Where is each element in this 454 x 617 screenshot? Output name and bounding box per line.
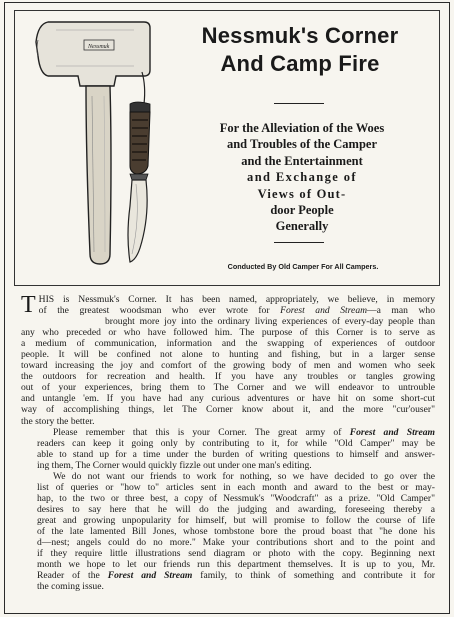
title-line-2: And Camp Fire — [220, 51, 380, 76]
hatchet-head — [36, 22, 150, 86]
text-line: a medium of communication, information and the swapping of experiences of outdoor — [21, 338, 435, 350]
subtitle-line: and Exchange of — [247, 170, 357, 185]
text-line — [21, 305, 435, 316]
paragraph-1 — [21, 294, 435, 427]
subtitle-line: Generally — [275, 219, 329, 234]
text-line: way of accomplishing things, let The Corner know about it, and the more "cur'ouser" — [21, 404, 435, 416]
divider-rule-top — [274, 103, 324, 104]
drop-cap: T — [21, 292, 36, 318]
text-line: the outdoors for recreation and health. If you have any troubles or tangles growing — [21, 371, 435, 383]
text-line: desires to say here that he will do the judging and awarding, foreseeing thereby a — [37, 503, 435, 515]
text-line: HIS is Nessmuk's Corner. It has been named, appropriately, we believe, in memory — [38, 294, 435, 305]
page-title — [170, 22, 430, 78]
text-span: Reader of the — [37, 570, 108, 582]
paragraph-3 — [21, 471, 435, 593]
publication-name: Forest and Stream — [280, 305, 368, 317]
text-line — [21, 427, 435, 438]
text-line: the story the better. — [21, 415, 95, 427]
title-line-1: Nessmuk's Corner — [201, 23, 399, 48]
subtitle-line: and Troubles of the Camper — [226, 137, 377, 152]
article-body — [21, 294, 435, 592]
text-line: and untangle 'em. If you have had any curious adventures or have hit on some short-cut — [21, 393, 435, 405]
text-line: ing them, The Corner would quickly fizzle out under one man's editing. — [37, 459, 312, 471]
text-line: any who preceded or who have followed him. The purpose of this Corner is to serve as — [21, 327, 435, 339]
publication-name: Forest and Stream — [107, 570, 193, 582]
hatchet-and-knife-illustration — [26, 16, 166, 274]
divider-rule-bottom — [274, 242, 324, 243]
hatchet-handle — [86, 86, 111, 264]
text-line: of the late lamented Bill Jones, whose tombstone bore the proud boast that "he done his — [37, 525, 435, 537]
text-line: out of your experiences, bring them to The Corner and we will endeavor to untrouble — [21, 382, 435, 394]
text-line: able to stand up for a time under the burden of writing questions to himself and answer- — [37, 448, 435, 460]
text-line: people. It will be confined not alone to hunting and fishing, but in a larger sense — [21, 349, 435, 361]
text-line: hap, to the two or three best, a copy of Nessmuk's "Woodcraft" as a prize. "Old Camper" — [37, 492, 435, 504]
paragraph-2 — [21, 427, 435, 471]
text-line: toward increasing the joy and comfort of the growing body of men and women who seek — [21, 360, 435, 372]
text-line: month we hope to let our friends run this department themselves. It is up to you, Mr. — [37, 559, 435, 571]
text-span: Please remember that this is your Corner. The great army of — [53, 426, 350, 438]
text-line: list of queries or "how to" articles sent in each month and award to the best or may- — [37, 481, 435, 493]
subtitle-line: Views of Out- — [257, 186, 347, 201]
subtitle-line: For the Alleviation of the Woes — [219, 121, 385, 135]
text-line: We do not want our friends to work for nothing, so we have decided to go over the — [53, 470, 435, 482]
text-span: of the greatest woodsman who ever wrote for — [38, 305, 281, 317]
text-line: if they require little illustrations send diagram or photo with the copy. Beginning next — [37, 548, 435, 560]
subtitle-line: and the Entertainment — [241, 153, 363, 168]
hatchet-engraving: Nessmuk — [88, 44, 110, 50]
publication-name: Forest and Stream — [349, 426, 435, 438]
conducted-by-credit: Conducted By Old Camper For All Campers. — [227, 262, 379, 271]
sheath-knife — [128, 72, 150, 262]
text-line: brought more joy into the ordinary living experiences of every-day people than — [105, 316, 435, 328]
text-line: d—nest; angels could do no more." Make your contributions short and to the point and — [37, 537, 435, 549]
text-line: great and growing unpopularity for himself, but will promise to follow the course of life — [37, 514, 435, 526]
subtitle-line: door People — [270, 203, 334, 218]
text-line — [21, 570, 435, 581]
subtitle — [170, 120, 434, 235]
text-line: readers can keep it going only by contributing to it, for while "Old Camper" may be — [37, 437, 435, 449]
text-line: the coming issue. — [37, 581, 104, 593]
text-span: —a man who — [367, 305, 435, 317]
text-span: family, to think of something and contribute it for — [192, 570, 435, 582]
